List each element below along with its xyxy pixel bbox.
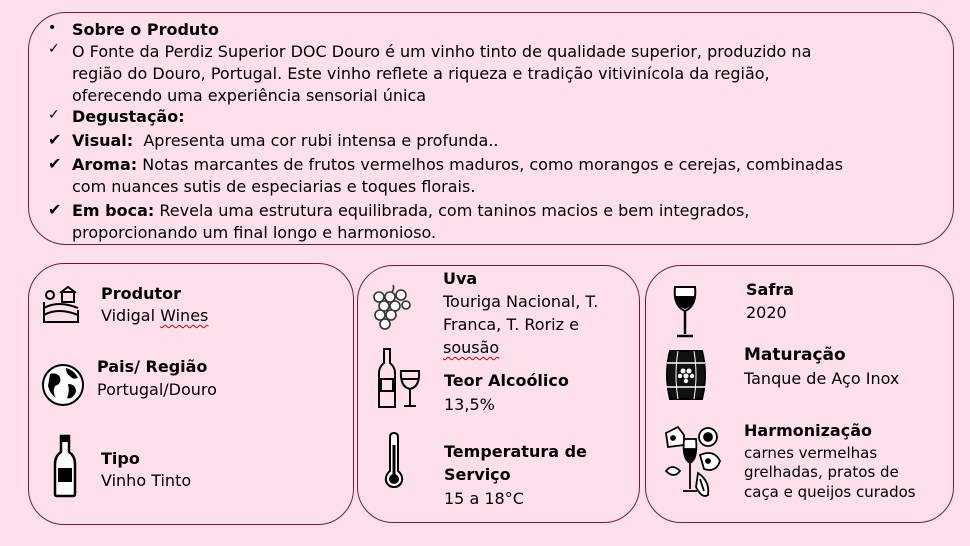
food-pairing-icon [664, 425, 722, 501]
mouth-row [72, 200, 749, 222]
temperature-label-1: Temperatura de [444, 442, 587, 461]
alcohol-value: 13,5% [444, 395, 495, 414]
mouth-text-2: proporcionando um final longo e harmonioso. [72, 223, 437, 242]
mouth-label: Em boca: [72, 201, 155, 220]
grape-line-3: sousão [443, 338, 500, 357]
grape-line-2: Franca, T. Roriz e [443, 315, 579, 334]
temperature-value: 15 a 18°C [444, 489, 524, 508]
vintage-value: 2020 [746, 303, 787, 322]
visual-label: Visual: [72, 131, 134, 150]
check-icon: ✓ [48, 107, 60, 123]
pairing-line-1: carnes vermelhas [744, 444, 878, 462]
maturation-value: Tanque de Aço Inox [744, 369, 900, 388]
aroma-text: Notas marcantes de frutos vermelhos maduros, como morangos e cerejas, combinadas [142, 155, 844, 174]
aroma-text-2: com nuances sutis de especiarias e toques florais. [72, 177, 476, 196]
country-value: Portugal/Douro [97, 380, 217, 399]
visual-text: Apresenta uma cor rubi intensa e profunda.. [143, 131, 499, 150]
country-label: Pais/ Região [97, 357, 208, 376]
aroma-row [72, 154, 843, 176]
barrel-icon [664, 349, 708, 401]
wine-bottle-icon [53, 434, 77, 498]
vineyard-icon [40, 286, 82, 326]
wine-glass-icon [672, 284, 698, 340]
type-value: Vinho Tinto [101, 471, 192, 490]
check-icon: ✔ [48, 200, 62, 219]
producer-value-a: Vidigal [101, 306, 156, 325]
tasting-heading: Degustação: [72, 107, 185, 126]
producer-value [101, 304, 208, 327]
bullet-icon: • [48, 20, 57, 36]
globe-icon [40, 362, 86, 408]
about-desc-line-1: O Fonte da Perdiz Superior DOC Douro é um vinho tinto de qualidade superior, produzido na [72, 42, 812, 61]
pairing-line-3: caça e queijos curados [744, 483, 916, 501]
mouth-text: Revela uma estrutura equilibrada, com taninos macios e bem integrados, [159, 201, 750, 220]
aroma-label: Aroma: [72, 155, 138, 174]
grape-line-1: Touriga Nacional, T. [443, 292, 599, 311]
thermometer-icon [384, 431, 404, 489]
vintage-label: Safra [746, 280, 794, 299]
grapes-icon [371, 283, 413, 331]
check-icon: ✔ [48, 130, 62, 149]
producer-label: Produtor [101, 284, 181, 303]
about-desc-line-2: região do Douro, Portugal. Este vinho reflete a riqueza e tradição vitivinícola da região, [72, 64, 770, 83]
pairing-line-2: grelhadas, pratos de [744, 463, 899, 481]
bottle-and-glass-icon [377, 347, 423, 409]
about-desc-line-3: oferecendo uma experiência sensorial única [72, 86, 427, 105]
grape-label: Uva [443, 269, 478, 288]
check-icon: ✔ [48, 154, 62, 173]
temperature-label-2: Serviço [444, 465, 511, 484]
pairing-label: Harmonização [744, 421, 872, 440]
about-heading: Sobre o Produto [72, 20, 219, 39]
producer-value-b: Wines [160, 306, 209, 325]
maturation-label: Maturação [744, 345, 846, 365]
type-label: Tipo [101, 449, 140, 468]
alcohol-label: Teor Alcoólico [444, 371, 569, 390]
visual-row [72, 130, 499, 152]
check-icon: ✓ [48, 41, 60, 57]
